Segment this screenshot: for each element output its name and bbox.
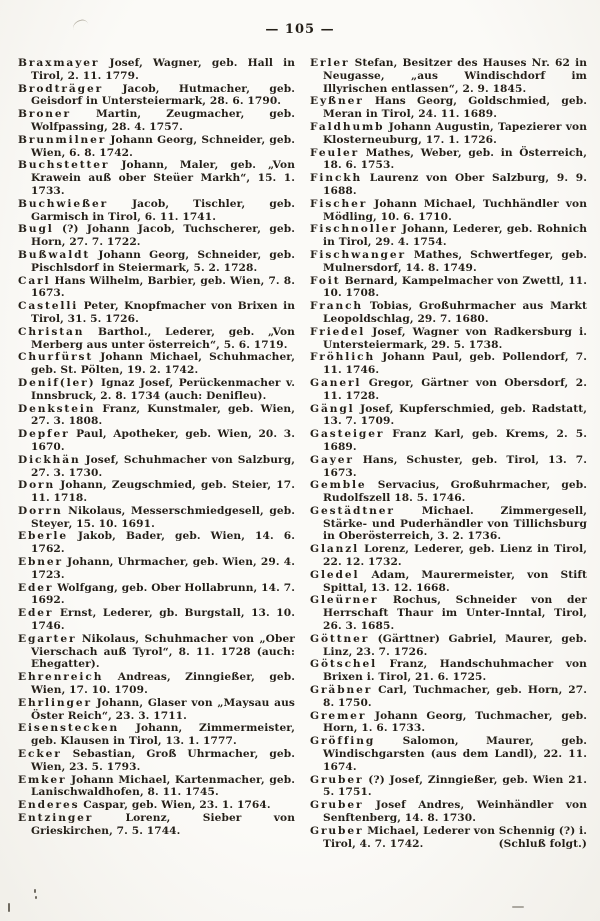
directory-entry: Castelli Peter, Knopfmacher von Brixen in Tirol, 31. 5. 1726. <box>18 300 295 325</box>
entry-surname: Eder <box>18 581 54 594</box>
entry-surname: Dorn <box>18 479 56 492</box>
directory-entry: Dorrn Nikolaus, Messerschmiedgesell, geb. Steyer, 15. 10. 1691. <box>18 504 295 530</box>
entry-surname: Eisenstecken <box>18 722 120 735</box>
scan-speck <box>35 896 37 899</box>
entry-surname: Ecker <box>18 748 62 761</box>
directory-entry: Denif(ler) Ignaz Josef, Perückenmacher v. Innsbruck, 2. 8. 1734 (auch: Denifleu). <box>18 376 295 402</box>
entry-surname: Eder <box>18 607 54 620</box>
directory-entry: Enderes Caspar, geb. Wien, 23. 1. 1764. <box>18 799 271 812</box>
directory-entry: Gledel Adam, Maurermeister, von Stift Spittal, 13. 12. 1668. <box>310 568 587 594</box>
entry-surname: Fröhlich <box>310 351 376 364</box>
directory-entry: Ehrlinger Johann, Glaser von „Maysau aus Öster Reich“, 23. 3. 1711. <box>18 696 295 722</box>
directory-entry: Ehrenreich Andreas, Zinngießer, geb. Wien, 17. 10. 1709. <box>18 671 295 697</box>
directory-entry: Gängl Josef, Kupferschmied, geb. Radstatt, 13. 7. 1709. <box>310 402 587 428</box>
directory-entry: Fröhlich Johann Paul, geb. Pollendorf, 7. 11. 1746. <box>310 351 587 377</box>
directory-entry: Erler Stefan, Besitzer des Hauses Nr. 62 in Neugasse, „aus Windischdorf im Illyrischen entlassen“, 2. 9. 1845. <box>310 57 587 95</box>
directory-entry: Gröffing Salomon, Maurer, geb. Windischgarsten (aus dem Landl), 22. 11. 1674. <box>310 735 587 773</box>
directory-entry: Eberle Jakob, Bader, geb. Wien, 14. 6. 1762. <box>18 530 295 556</box>
entry-surname: Depfer <box>18 428 70 441</box>
entry-surname: Fischer <box>310 197 368 210</box>
directory-entry: Göttner (Gärttner) Gabriel, Maurer, geb. Linz, 23. 7. 1726. <box>310 632 587 658</box>
directory-entry: Buchwießer Jacob, Tischler, geb. Garmisch in Tirol, 6. 11. 1741. <box>18 197 295 223</box>
directory-entry: Carl Hans Wilhelm, Barbier, geb. Wien, 7. 8. 1673. <box>18 274 295 300</box>
entry-surname: Braxmayer <box>18 57 100 69</box>
entry-surname: Ehrlinger <box>18 696 92 709</box>
entry-surname: Fischnoller <box>310 223 398 236</box>
directory-entry: Egarter Nikolaus, Schuhmacher von „Ober Vierschach auß Tyrol“, 8. 11. 1728 (auch: Ehegatter). <box>18 632 295 671</box>
entry-surname: Ganerl <box>310 376 362 389</box>
scan-speck <box>8 903 10 912</box>
entry-surname: Castelli <box>18 300 79 313</box>
directory-entry: Gruber Michael, Lederer von Schennig (?) i. Tirol, 4. 7. 1742. (Schluß folgt.) <box>310 824 588 850</box>
directory-entry: Bugl (?) Johann Jacob, Tuchscherer, geb. Horn, 27. 7. 1722. <box>18 223 295 249</box>
entry-surname: Gemble <box>310 479 367 492</box>
directory-entry: Gasteiger Franz Karl, geb. Krems, 2. 5. 1689. <box>310 428 587 453</box>
directory-entry: Friedel Josef, Wagner von Radkersburg i. Untersteiermark, 29. 5. 1738. <box>310 325 587 351</box>
directory-entry: Götschel Franz, Handschuhmacher von Brixen i. Tirol, 21. 6. 1725. <box>310 658 587 684</box>
directory-entry: Gremer Johann Georg, Tuchmacher, geb. Horn, 1. 6. 1733. <box>310 709 587 735</box>
directory-entry: Eder Wolfgang, geb. Ober Hollabrunn, 14. 7. 1692. <box>18 581 295 607</box>
directory-entry: Dickhän Josef, Schuhmacher von Salzburg, 27. 3. 1730. <box>18 453 295 479</box>
page-header <box>0 0 600 37</box>
entry-surname: Bußwaldt <box>18 248 91 261</box>
column-left <box>18 57 295 850</box>
directory-entry: Churfürst Johann Michael, Schuhmacher, geb. St. Pölten, 19. 2. 1742. <box>18 351 295 377</box>
entry-surname: Gledel <box>310 568 360 581</box>
directory-entry: Ecker Sebastian, Groß Uhrmacher, geb. Wien, 23. 5. 1793. <box>18 748 295 773</box>
directory-entry: Gestädtner Michael. Zimmergesell, Stärke- und Puderhändler von Tillichsburg in Oberösterreich, 3. 2. 1736. <box>310 504 587 543</box>
entry-surname: Christan <box>18 325 85 338</box>
entry-surname: Götschel <box>310 658 378 671</box>
directory-entry: Broner Martin, Zeugmacher, geb. Wolfpassing, 28. 4. 1757. <box>18 108 295 133</box>
directory-entry: Glanzl Lorenz, Lederer, geb. Lienz in Tirol, 22. 12. 1732. <box>310 543 587 569</box>
entry-surname: Gestädtner <box>310 504 395 517</box>
directory-entry: Gruber (?) Josef, Zinngießer, geb. Wien 21. 5. 1751. <box>310 773 587 799</box>
directory-entry: Finckh Laurenz von Ober Salzburg, 9. 9. 1688. <box>310 172 587 197</box>
directory-entry: Fischwanger Mathes, Schwertfeger, geb. Mulnersdorf, 14. 8. 1749. <box>310 248 587 274</box>
directory-entry: Brodträger Jacob, Hutmacher, geb. Geisdorf in Untersteiermark, 28. 6. 1790. <box>18 82 295 108</box>
entry-surname: Gremer <box>310 709 367 722</box>
entry-surname: Franch <box>310 300 364 313</box>
entry-surname: Bugl <box>18 223 54 236</box>
directory-entry: Franch Tobias, Großuhrmacher aus Markt Leopoldschlag, 29. 7. 1680. <box>310 300 587 325</box>
directory-entry: Bußwaldt Johann Georg, Schneider, geb. Pischlsdorf in Steiermark, 5. 2. 1728. <box>18 248 295 274</box>
directory-entry: Buchstetter Johann, Maler, geb. „Von Krawein auß ober Steüer Markh“, 15. 1. 1733. <box>18 159 295 197</box>
entry-surname: Enderes <box>18 799 80 812</box>
directory-entry: Eisenstecken Johann, Zimmermeister, geb. Klausen in Tirol, 13. 1. 1777. <box>18 722 295 748</box>
directory-entry: Fischnoller Johann, Lederer, geb. Rohnich in Tirol, 29. 4. 1754. <box>310 223 587 249</box>
entry-surname: Erler <box>310 57 350 69</box>
entry-surname: Churfürst <box>18 351 94 364</box>
entry-surname: Gleürner <box>310 594 379 607</box>
directory-entry: Gleürner Rochus, Schneider von der Herrschaft Thaur im Unter-Inntal, Tirol, 26. 3. 1685. <box>310 594 587 633</box>
entry-surname: Foit <box>310 274 341 287</box>
entry-surname: Friedel <box>310 325 366 338</box>
entry-surname: Buchstetter <box>18 159 110 172</box>
entry-surname: Finckh <box>310 172 363 185</box>
entry-surname: Ebner <box>18 556 64 569</box>
entry-surname: Gayer <box>310 453 354 466</box>
entry-surname: Göttner <box>310 632 370 645</box>
entry-surname: Gasteiger <box>310 428 385 441</box>
entry-surname: Emker <box>18 773 67 786</box>
directory-entry: Fischer Johann Michael, Tuchhändler von Mödling, 10. 6. 1710. <box>310 197 587 223</box>
directory-entry: Denkstein Franz, Kunstmaler, geb. Wien, 27. 3. 1808. <box>18 402 295 428</box>
entry-surname: Dickhän <box>18 453 81 466</box>
directory-entry: Depfer Paul, Apotheker, geb. Wien, 20. 3. 1670. <box>18 428 295 453</box>
entry-surname: Buchwießer <box>18 197 109 210</box>
entry-surname: Gröffing <box>310 735 376 748</box>
directory-entry: Foit Bernard, Kampelmacher von Zwettl, 11. 10. 1708. <box>310 274 587 300</box>
entry-surname: Faldhumb <box>310 120 385 133</box>
scan-speck <box>34 889 36 893</box>
directory-entry: Braxmayer Josef, Wagner, geb. Hall in Tirol, 2. 11. 1779. <box>18 57 295 82</box>
entry-surname: Gängl <box>310 402 355 415</box>
continuation-note: (Schluß folgt.) <box>498 837 587 850</box>
entry-surname: Ehrenreich <box>18 671 104 684</box>
entry-surname: Gruber <box>310 799 364 812</box>
entry-surname: Egarter <box>18 632 77 645</box>
directory-entry: Feuler Mathes, Weber, geb. in Österreich, 18. 6. 1753. <box>310 146 587 172</box>
directory-entry: Gräbner Carl, Tuchmacher, geb. Horn, 27. 8. 1750. <box>310 684 587 709</box>
entry-surname: Brunmilner <box>18 133 107 146</box>
directory-entry: Ebner Johann, Uhrmacher, geb. Wien, 29. 4. 1723. <box>18 556 295 581</box>
entry-surname: Denkstein <box>18 402 96 415</box>
directory-entry: Gayer Hans, Schuster, geb. Tirol, 13. 7. 1673. <box>310 453 587 479</box>
entry-surname: Entzinger <box>18 812 94 825</box>
directory-entry: Faldhumb Johann Augustin, Tapezierer von Klosterneuburg, 17. 1. 1726. <box>310 120 587 146</box>
entry-surname: Eyßner <box>310 95 364 108</box>
directory-entry: Gruber Josef Andres, Weinhändler von Senftenberg, 14. 8. 1730. <box>310 799 587 825</box>
entry-surname: Broner <box>18 108 72 121</box>
directory-entry: Eder Ernst, Lederer, gb. Burgstall, 13. 10. 1746. <box>18 607 295 633</box>
directory-entry: Emker Johann Michael, Kartenmacher, geb. Lanischwaldhofen, 8. 11. 1745. <box>18 773 295 799</box>
entry-surname: Carl <box>18 274 51 287</box>
entry-surname: Fischwanger <box>310 248 406 261</box>
directory-entry: Gemble Servacius, Großuhrmacher, geb. Rudolfszell 18. 5. 1746. <box>310 479 587 505</box>
directory-entry: Brunmilner Johann Georg, Schneider, geb. Wien, 6. 8. 1742. <box>18 133 295 159</box>
entry-surname: Gruber <box>310 824 364 837</box>
scan-speck <box>512 906 524 908</box>
directory-entry: Ganerl Gregor, Gärtner von Obersdorf, 2. 11. 1728. <box>310 376 587 402</box>
entry-surname: Brodträger <box>18 82 104 95</box>
column-right <box>310 57 587 850</box>
entry-surname: Feuler <box>310 146 360 159</box>
entry-surname: Glanzl <box>310 543 360 556</box>
page-number: — 105 — <box>265 22 335 37</box>
directory-entry: Dorn Johann, Zeugschmied, geb. Steier, 17. 11. 1718. <box>18 479 295 505</box>
directory-entry: Entzinger Lorenz, Sieber von Grieskirchen, 7. 5. 1744. <box>18 812 295 837</box>
text-columns <box>0 37 600 850</box>
entry-surname: Gruber <box>310 773 364 786</box>
directory-entry: Christan Barthol., Lederer, geb. „Von Merberg aus unter österreich“, 5. 6. 1719. <box>18 325 295 351</box>
entry-surname: Denif(ler) <box>18 376 96 389</box>
entry-surname: Eberle <box>18 530 68 543</box>
entry-surname: Dorrn <box>18 504 63 517</box>
entry-surname: Gräbner <box>310 684 373 697</box>
directory-entry: Eyßner Hans Georg, Goldschmied, geb. Meran in Tirol, 24. 11. 1689. <box>310 95 587 121</box>
